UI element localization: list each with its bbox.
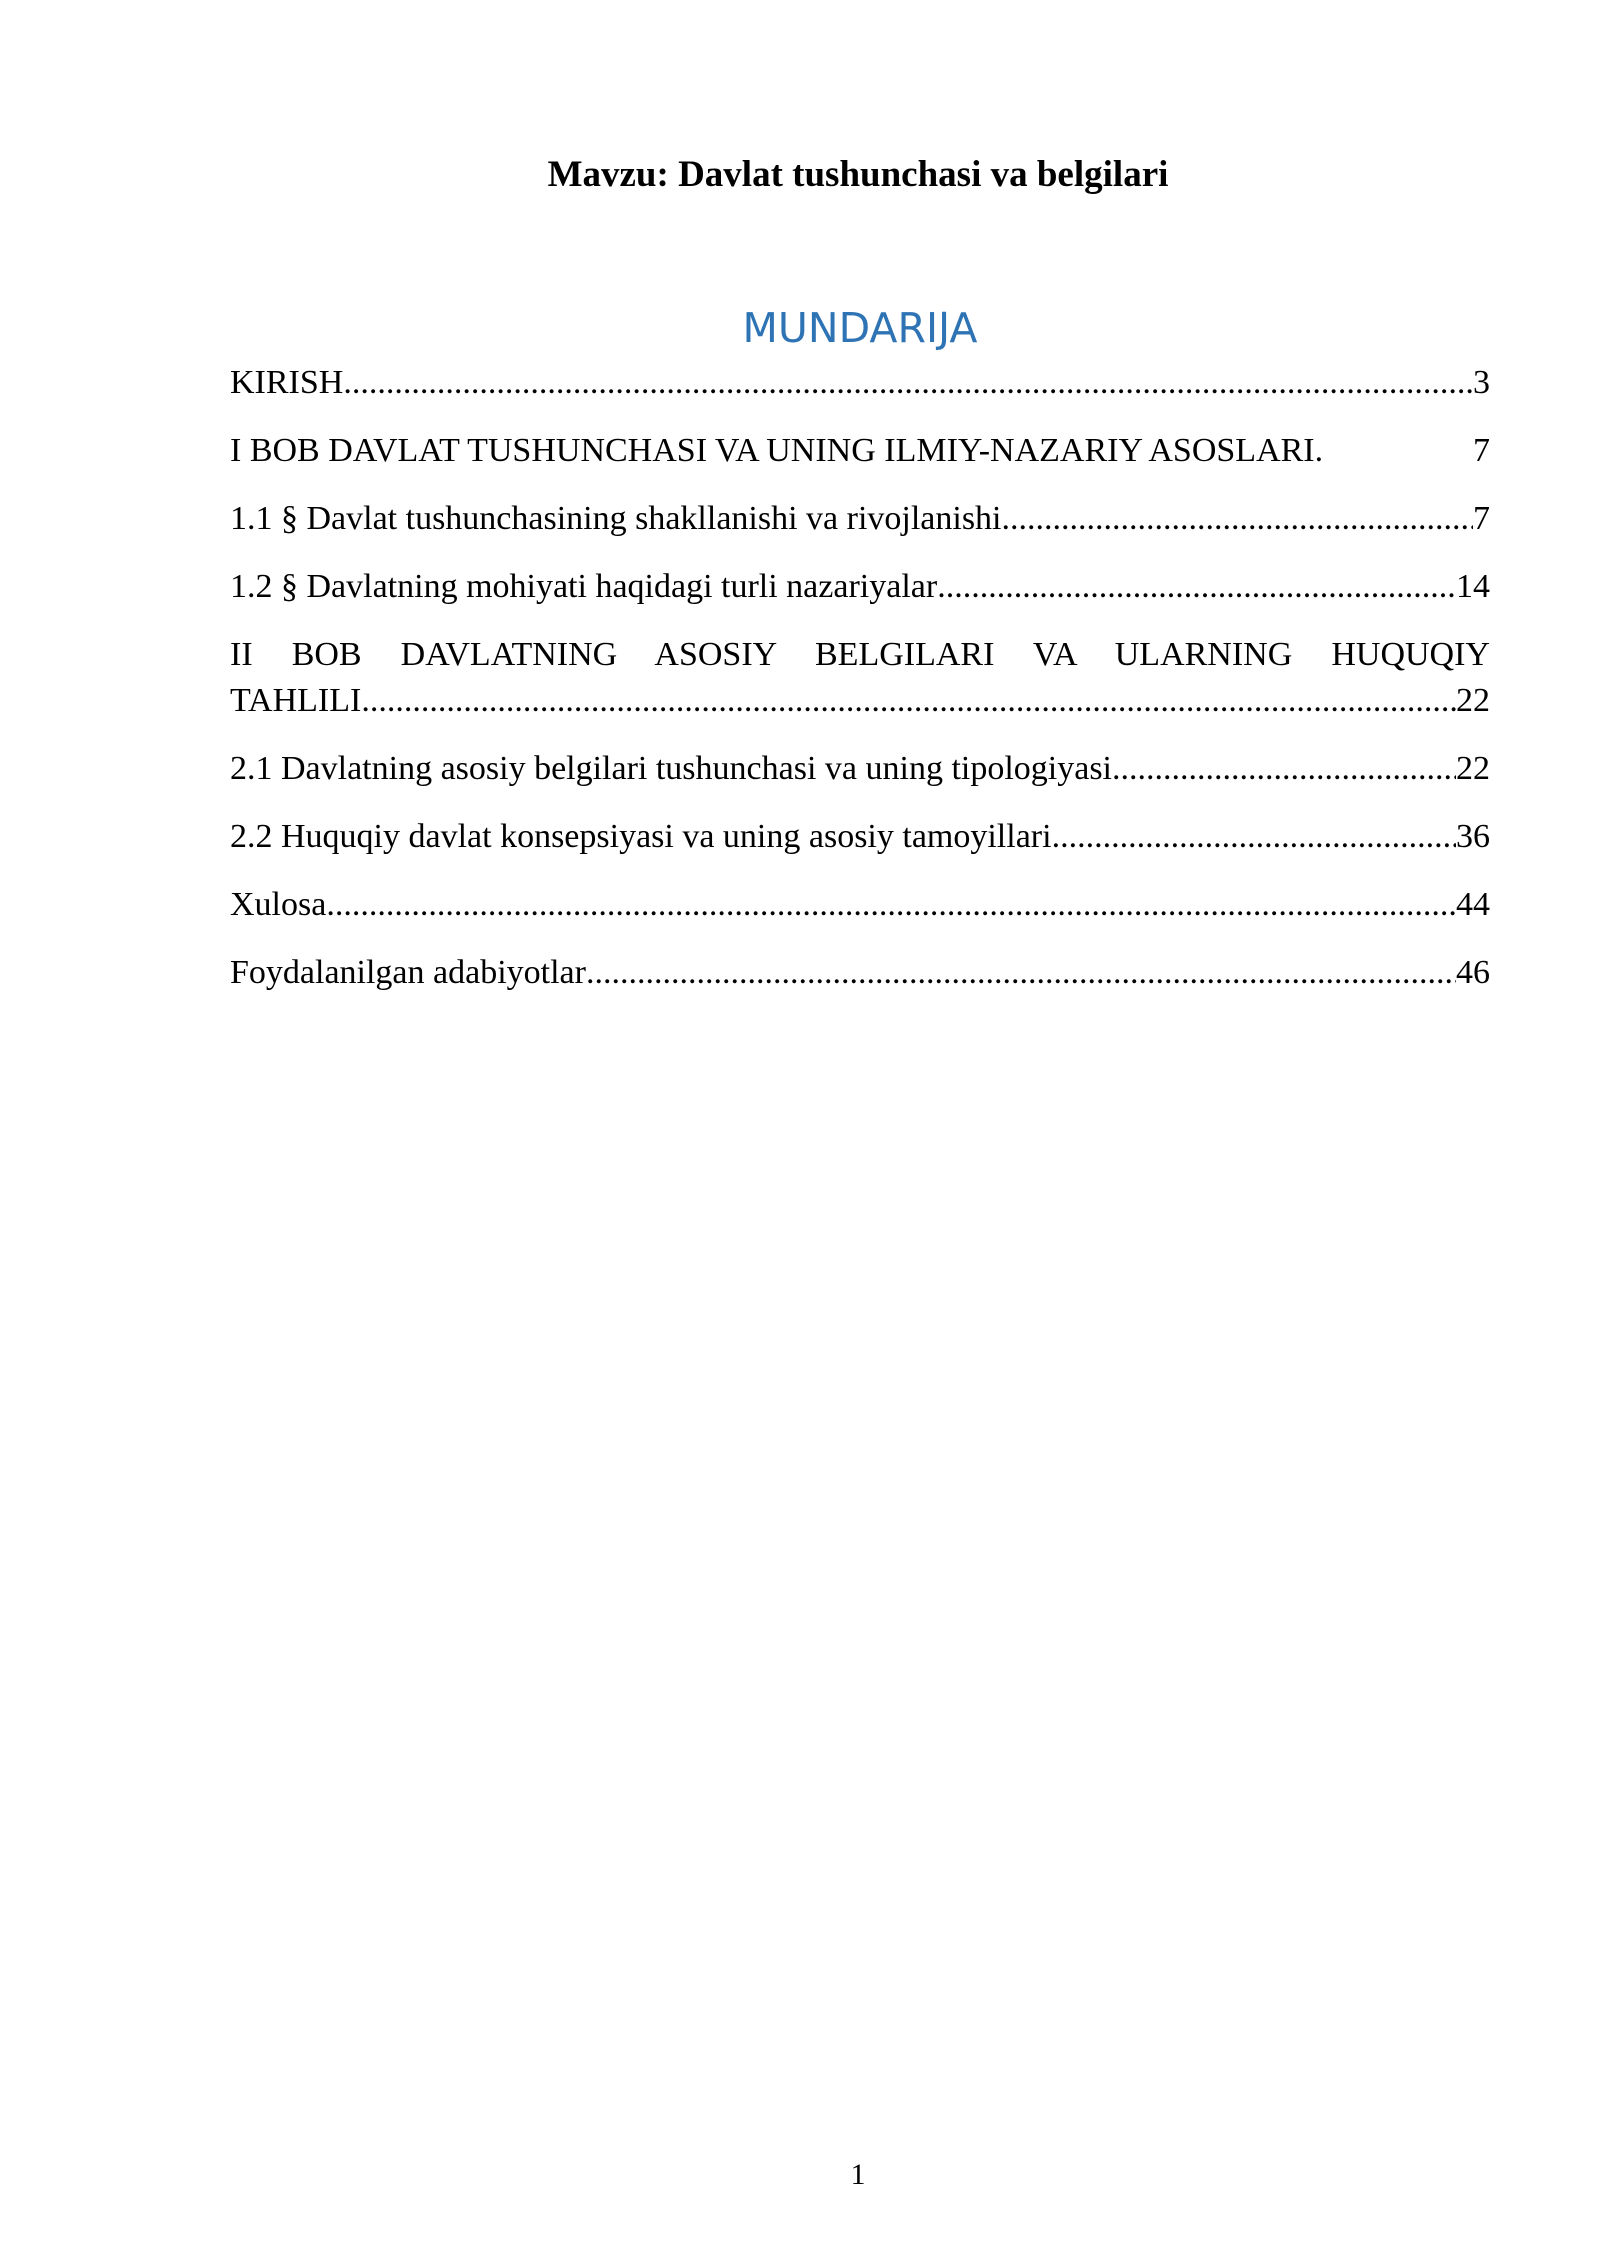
- toc-entry-xulosa[interactable]: [230, 882, 1490, 928]
- toc-entry-section-1-1[interactable]: [230, 496, 1490, 542]
- toc-dot-leader: [1002, 496, 1473, 542]
- toc-entry-chapter-2[interactable]: [230, 632, 1490, 724]
- toc-entry-label: 1.2 § Davlatning mohiyati haqidagi turli nazariyalar: [230, 568, 938, 605]
- toc-entry-page: 7: [1473, 500, 1490, 537]
- toc-entry-page: 46: [1456, 954, 1490, 991]
- toc-dot-leader: [586, 950, 1456, 996]
- toc-dot-leader: [937, 564, 1456, 610]
- toc-dot-leader: [343, 360, 1473, 406]
- toc-entry-section-2-2[interactable]: [230, 814, 1490, 860]
- toc-entry-page: 36: [1456, 818, 1490, 855]
- toc-entry-page: 7: [1473, 432, 1490, 469]
- toc-entry-label: Foydalanilgan adabiyotlar: [230, 954, 586, 991]
- toc-entry-label: 2.2 Huquqiy davlat konsepsiyasi va uning asosiy tamoyillari: [230, 818, 1052, 855]
- toc-entry-page: 14: [1456, 568, 1490, 605]
- page-number: 1: [850, 2158, 866, 2191]
- toc-dot-leader: [326, 882, 1456, 928]
- toc-entry-chapter-1[interactable]: [230, 428, 1490, 474]
- toc-entry-label: 1.1 § Davlat tushunchasining shakllanishi va rivojlanishi: [230, 500, 1002, 537]
- toc-entry-label: I BOB DAVLAT TUSHUNCHASI VA UNING ILMIY-NAZARIY ASOSLARI.: [230, 432, 1324, 469]
- toc-entry-label: KIRISH: [230, 364, 344, 401]
- toc-entry-page: 22: [1456, 750, 1490, 787]
- toc-entry-page: 44: [1456, 886, 1490, 923]
- table-of-contents: [230, 360, 1490, 1018]
- toc-dot-leader: [1052, 814, 1456, 860]
- toc-entry-label-line1: II BOB DAVLATNING ASOSIY BELGILARI VA ULARNING HUQUQIY: [230, 636, 1490, 673]
- toc-entry-references[interactable]: [230, 950, 1490, 996]
- document-topic: Mavzu: Davlat tushunchasi va belgilari: [547, 154, 1169, 195]
- toc-entry-page: 22: [1456, 682, 1490, 719]
- toc-entry-section-1-2[interactable]: [230, 564, 1490, 610]
- toc-entry-kirish[interactable]: [230, 360, 1490, 406]
- toc-entry-section-2-1[interactable]: [230, 746, 1490, 792]
- toc-entry-label: 2.1 Davlatning asosiy belgilari tushunchasi va uning tipologiyasi: [230, 750, 1112, 787]
- toc-entry-page: 3: [1473, 364, 1490, 401]
- toc-dot-leader: [361, 678, 1456, 724]
- toc-entry-label-line2: TAHLILI: [230, 682, 362, 719]
- toc-entry-label: Xulosa: [230, 886, 327, 923]
- toc-title: MUNDARIJA: [742, 304, 978, 352]
- toc-dot-leader: [1112, 746, 1456, 792]
